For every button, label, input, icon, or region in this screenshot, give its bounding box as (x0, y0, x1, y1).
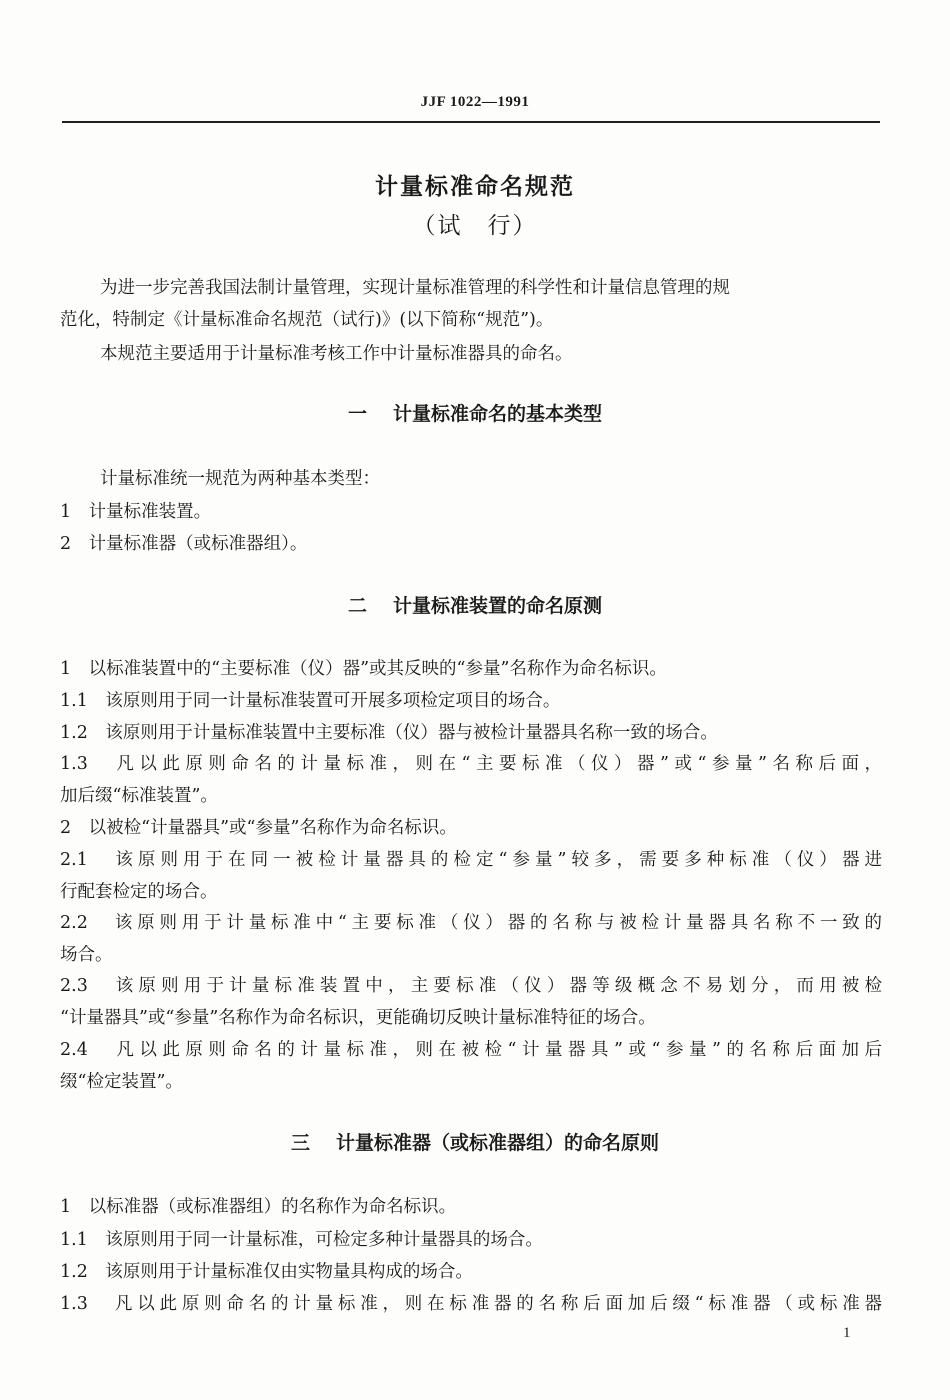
section-2-line: 1 以标准装置中的“主要标准（仪）器”或其反映的“参量”名称作为命名标识。 (60, 659, 667, 679)
section-2-line: 2.1 该原则用于在同一被检计量器具的检定“参量”较多，需要多种标准（仪）器进 (60, 850, 882, 870)
section-2-line: 缀“检定装置”。 (60, 1072, 183, 1092)
section-1-line: 2 计量标准器（或标准器组）。 (60, 534, 308, 554)
standard-code: JJF 1022—1991 (420, 94, 530, 110)
section-2-line: 1.1 该原则用于同一计量标准装置可开展多项检定项目的场合。 (60, 691, 561, 711)
section-2-line: 1.3 凡以此原则命名的计量标准，则在“主要标准（仪）器”或“参量”名称后面， (60, 754, 882, 774)
section-heading-2 (0, 591, 950, 618)
section-2-line: 2.2 该原则用于计量标准中“主要标准（仪）器的名称与被检计量器具名称不一致的 (60, 913, 882, 933)
section-heading-3 (0, 1128, 950, 1155)
section-title: 计量标准器（或标准器组）的命名原则 (336, 1132, 660, 1154)
section-3-line: 1.2 该原则用于计量标准仅由实物量具构成的场合。 (60, 1262, 473, 1282)
section-2-line: 2 以被检“计量器具”或“参量”名称作为命名标识。 (60, 818, 457, 838)
intro-paragraph-1-cont: 范化，特制定《计量标准命名规范（试行)》(以下简称“规范”)。 (60, 310, 554, 330)
document-subtitle: （试 行） (412, 213, 538, 239)
section-title: 计量标准装置的命名原测 (393, 595, 603, 617)
section-2-line: 1.2 该原则用于计量标准装置中主要标准（仪）器与被检计量器具名称一致的场合。 (60, 723, 718, 743)
section-3-line: 1.1 该原则用于同一计量标准，可检定多种计量器具的场合。 (60, 1230, 543, 1250)
section-number: 三 (290, 1132, 310, 1154)
section-2-line: 2.3 该原则用于计量标准装置中，主要标准（仪）器等级概念不易划分，而用被检 (60, 976, 882, 996)
section-2-line: “计量器具”或“参量”名称作为命名标识，更能确切反映计量标准特征的场合。 (60, 1008, 656, 1028)
section-2-line: 加后缀“标准装置”。 (60, 786, 218, 806)
section-heading-1 (0, 399, 950, 426)
section-1-line: 计量标准统一规范为两种基本类型： (100, 469, 380, 489)
section-number: 二 (347, 595, 367, 617)
header-rule (62, 121, 880, 123)
document-title: 计量标准命名规范 (375, 174, 575, 200)
section-title: 计量标准命名的基本类型 (393, 403, 603, 425)
section-1-line: 1 计量标准装置。 (60, 502, 212, 522)
section-2-line: 场合。 (60, 945, 113, 965)
section-3-line: 1 以标准器（或标准器组）的名称作为命名标识。 (60, 1197, 457, 1217)
section-number: 一 (347, 403, 367, 425)
intro-paragraph-2: 本规范主要适用于计量标准考核工作中计量标准器具的命名。 (100, 344, 573, 364)
section-2-line: 2.4 凡以此原则命名的计量标准，则在被检“计量器具”或“参量”的名称后面加后 (60, 1040, 882, 1060)
intro-paragraph-1: 为进一步完善我国法制计量管理，实现计量标准管理的科学性和计量信息管理的规 (100, 278, 730, 298)
section-2-line: 行配套检定的场合。 (60, 882, 218, 902)
page-number: 1 (843, 1325, 851, 1341)
section-3-line: 1.3 凡以此原则命名的计量标准，则在标准器的名称后面加后缀“标准器（或标准器 (60, 1294, 882, 1314)
